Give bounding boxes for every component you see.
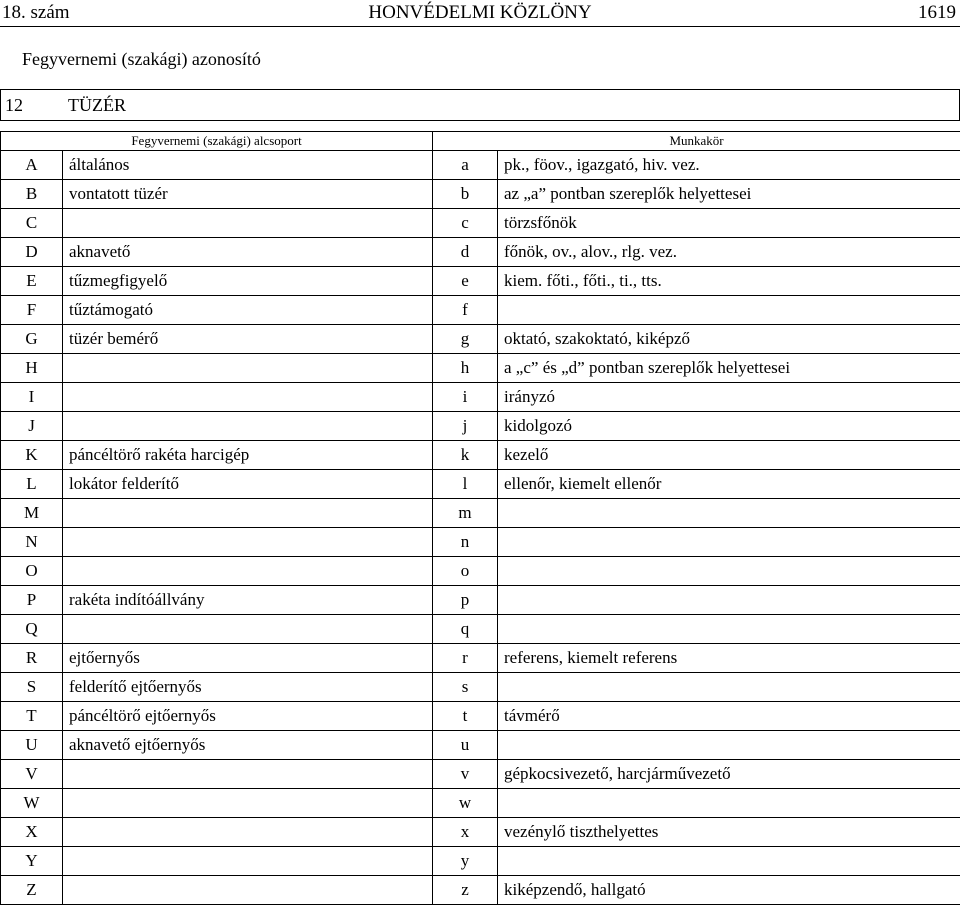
table-row [1,702,960,731]
subgroup-code: T [1,702,63,731]
subgroup-code: N [1,528,63,557]
classification-table [0,131,960,905]
subgroup-code: V [1,760,63,789]
subgroup-code: I [1,383,63,412]
table-row [1,499,960,528]
subgroup-code: F [1,296,63,325]
table-row [1,847,960,876]
job-code: q [433,615,498,644]
job-code: x [433,818,498,847]
job-name [498,528,960,557]
subgroup-code: P [1,586,63,615]
subgroup-code: E [1,267,63,296]
subgroup-name [63,760,433,789]
subgroup-code: R [1,644,63,673]
subgroup-name [63,499,433,528]
subgroup-code: U [1,731,63,760]
subgroup-name [63,876,433,905]
job-code: e [433,267,498,296]
job-name [498,789,960,818]
subgroup-name: tűztámogató [63,296,433,325]
job-code: c [433,209,498,238]
subgroup-name [63,847,433,876]
job-name: irányzó [498,383,960,412]
subgroup-name: rakéta indítóállvány [63,586,433,615]
subgroup-code: G [1,325,63,354]
table-row [1,789,960,818]
subgroup-code: B [1,180,63,209]
job-code: f [433,296,498,325]
page-header [0,0,960,27]
subgroup-name [63,789,433,818]
job-code: d [433,238,498,267]
table-row [1,209,960,238]
subgroup-code: S [1,673,63,702]
subgroup-code: C [1,209,63,238]
subgroup-name: aknavető ejtőernyős [63,731,433,760]
job-name: főnök, ov., alov., rlg. vez. [498,238,960,267]
subgroup-name [63,209,433,238]
job-name: oktató, szakoktató, kiképző [498,325,960,354]
job-name: referens, kiemelt referens [498,644,960,673]
column-header-job: Munkakör [433,132,960,151]
subgroup-code: Z [1,876,63,905]
job-name [498,557,960,586]
job-name [498,847,960,876]
job-code: r [433,644,498,673]
subgroup-name [63,528,433,557]
group-row [0,89,960,121]
job-code: u [433,731,498,760]
table-row [1,731,960,760]
job-code: g [433,325,498,354]
subgroup-code: H [1,354,63,383]
job-code: n [433,528,498,557]
subgroup-code: M [1,499,63,528]
job-name: a „c” és „d” pontban szereplők helyettesei [498,354,960,383]
subgroup-name [63,383,433,412]
table-row [1,528,960,557]
subgroup-name: ejtőernyős [63,644,433,673]
table-row [1,876,960,905]
job-code: y [433,847,498,876]
table-row [1,586,960,615]
subgroup-name: aknavető [63,238,433,267]
subgroup-name: lokátor felderítő [63,470,433,499]
subgroup-code: Y [1,847,63,876]
table-row [1,325,960,354]
job-code: p [433,586,498,615]
section-title: Fegyvernemi (szakági) azonosító [22,49,261,69]
subgroup-code: J [1,412,63,441]
job-name: ellenőr, kiemelt ellenőr [498,470,960,499]
subgroup-code: X [1,818,63,847]
table-row [1,818,960,847]
subgroup-code: L [1,470,63,499]
subgroup-name: általános [63,151,433,180]
table-row [1,673,960,702]
job-code: z [433,876,498,905]
job-name: kezelő [498,441,960,470]
group-code: 12 [5,95,23,115]
subgroup-code: Q [1,615,63,644]
job-name: vezénylő tiszthelyettes [498,818,960,847]
job-name [498,615,960,644]
column-header-subgroup: Fegyvernemi (szakági) alcsoport [1,132,433,151]
job-name: távmérő [498,702,960,731]
job-name: törzsfőnök [498,209,960,238]
job-code: s [433,673,498,702]
subgroup-code: D [1,238,63,267]
subgroup-name [63,354,433,383]
job-name: pk., föov., igazgató, hiv. vez. [498,151,960,180]
job-name: gépkocsivezető, harcjárművezető [498,760,960,789]
subgroup-code: O [1,557,63,586]
table-row [1,470,960,499]
subgroup-code: K [1,441,63,470]
table-row [1,383,960,412]
job-name: kiem. főti., főti., ti., tts. [498,267,960,296]
job-name [498,296,960,325]
job-code: b [433,180,498,209]
table-row [1,267,960,296]
table-row [1,644,960,673]
subgroup-name: tűzmegfigyelő [63,267,433,296]
subgroup-name: vontatott tüzér [63,180,433,209]
table-row [1,557,960,586]
table-row [1,412,960,441]
job-code: t [433,702,498,731]
journal-title: HONVÉDELMI KÖZLÖNY [368,2,592,23]
table-row [1,180,960,209]
job-name [498,673,960,702]
subgroup-code: W [1,789,63,818]
subgroup-name: páncéltörő ejtőernyős [63,702,433,731]
table-row [1,151,960,180]
subgroup-name: felderítő ejtőernyős [63,673,433,702]
subgroup-name [63,615,433,644]
page-number: 1619 [918,2,956,23]
job-code: m [433,499,498,528]
table-row [1,441,960,470]
job-code: a [433,151,498,180]
subgroup-name: tüzér bemérő [63,325,433,354]
group-name: TÜZÉR [68,95,126,115]
table-header-row [1,132,960,151]
job-name [498,586,960,615]
issue-number: 18. szám [2,2,70,23]
job-code: k [433,441,498,470]
table-row [1,296,960,325]
subgroup-name: páncéltörő rakéta harcigép [63,441,433,470]
job-code: w [433,789,498,818]
table-row [1,354,960,383]
job-code: i [433,383,498,412]
table-row [1,615,960,644]
job-name: kiképzendő, hallgató [498,876,960,905]
subgroup-name [63,557,433,586]
job-code: v [433,760,498,789]
job-code: l [433,470,498,499]
job-name: kidolgozó [498,412,960,441]
job-name: az „a” pontban szereplők helyettesei [498,180,960,209]
table-body [1,151,960,905]
job-code: j [433,412,498,441]
job-code: h [433,354,498,383]
subgroup-code: A [1,151,63,180]
job-name [498,499,960,528]
job-name [498,731,960,760]
table-row [1,238,960,267]
job-code: o [433,557,498,586]
subgroup-name [63,818,433,847]
subgroup-name [63,412,433,441]
table-row [1,760,960,789]
